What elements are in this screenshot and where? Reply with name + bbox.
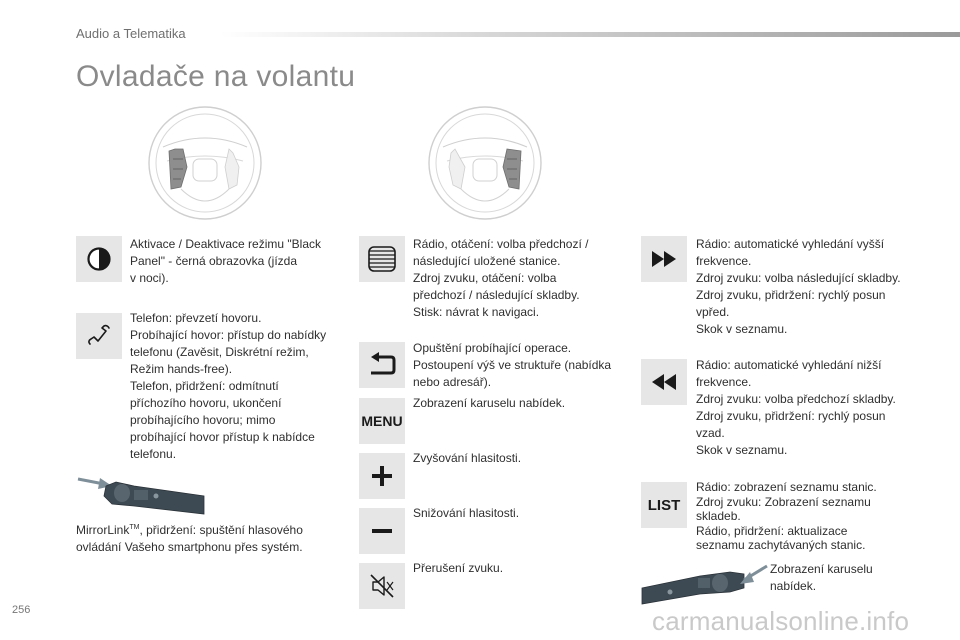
phone-button[interactable] xyxy=(76,313,122,359)
back-button[interactable] xyxy=(359,342,405,388)
thumbwheel-icon xyxy=(366,245,398,273)
menu-button[interactable] xyxy=(359,398,405,444)
minus-icon xyxy=(371,520,393,542)
list-button[interactable] xyxy=(641,482,687,528)
mute-description: Přerušení zvuku. xyxy=(413,561,504,575)
seek-backward-description: Rádio: automatické vyhledání nižší frekvence. Zdroj zvuku: volba předchozí skladby. Zdroj zvuku, přidržení: rychlý posun vzad. Skok v seznamu. xyxy=(696,358,896,457)
seek-forward-description: Rádio: automatické vyhledání vyšší frekvence. Zdroj zvuku: volba následující skladby. Zdroj zvuku, přidržení: rychlý posun vpřed. Skok v seznamu. xyxy=(696,237,901,336)
thumbwheel-description: Rádio, otáčení: volba předchozí / následující uložené stanice. Zdroj zvuku, otáčení: volba předchozí / následující skladby. Stisk: návrat k navigaci. xyxy=(413,237,589,319)
phone-icon xyxy=(85,322,113,350)
rewind-icon xyxy=(650,372,678,392)
phone-description: Telefon: převzetí hovoru. Probíhající hovor: přístup do nabídky telefonu (Zavěsit, Diskrétní režim, Režim hands-free). Telefon, přidržení: odmítnutí příchozího hovoru, ukončení probíhajícího hovoru; mimo probíhající hovor přístup k nabídce telefonu. xyxy=(130,311,327,461)
plus-icon xyxy=(371,465,393,487)
back-description: Opuštění probíhající operace. Postoupení výš ve struktuře (nabídka nebo adresář). xyxy=(413,341,612,389)
stalk-right-illustration xyxy=(640,562,770,606)
steering-wheel-left-illustration xyxy=(145,103,265,223)
volume-up-description: Zvyšování hlasitosti. xyxy=(413,451,522,465)
stalk-left-illustration xyxy=(76,474,206,518)
mute-icon xyxy=(367,572,397,600)
black-panel-icon xyxy=(86,246,112,272)
steering-wheel-right-illustration xyxy=(425,103,545,223)
mute-button[interactable] xyxy=(359,563,405,609)
volume-down-description: Snižování hlasitosti. xyxy=(413,506,520,520)
mirrorlink-description: MirrorLink™, přidržení: spuštění hlasového ovládání Vašeho smartphonu přes systém. xyxy=(76,523,303,554)
list-description: Rádio: zobrazení seznamu stanic. Zdroj zvuku: Zobrazení seznamu skladeb. Rádio, přidržení: aktualizace seznamu zachytávaných stanic. xyxy=(696,480,877,552)
list-icon: LIST xyxy=(647,496,681,514)
section-header: Audio a Telematika xyxy=(76,26,186,41)
thumbwheel-control[interactable] xyxy=(359,236,405,282)
black-panel-button[interactable] xyxy=(76,236,122,282)
stalk-right-description: Zobrazení karuselu nabídek. xyxy=(770,562,873,593)
volume-up-button[interactable] xyxy=(359,453,405,499)
page-number: 256 xyxy=(12,604,31,616)
seek-forward-button[interactable] xyxy=(641,236,687,282)
fast-forward-icon xyxy=(650,249,678,269)
page-title: Ovladače na volantu xyxy=(76,60,356,93)
back-arrow-icon xyxy=(367,352,397,378)
header-rule xyxy=(220,32,960,37)
menu-icon: MENU xyxy=(361,413,403,429)
black-panel-description: Aktivace / Deaktivace režimu "Black Panel" - černá obrazovka (jízda v noci). xyxy=(130,237,321,285)
menu-description: Zobrazení karuselu nabídek. xyxy=(413,396,566,410)
volume-down-button[interactable] xyxy=(359,508,405,554)
seek-backward-button[interactable] xyxy=(641,359,687,405)
watermark: carmanualsonline.info xyxy=(652,606,910,636)
